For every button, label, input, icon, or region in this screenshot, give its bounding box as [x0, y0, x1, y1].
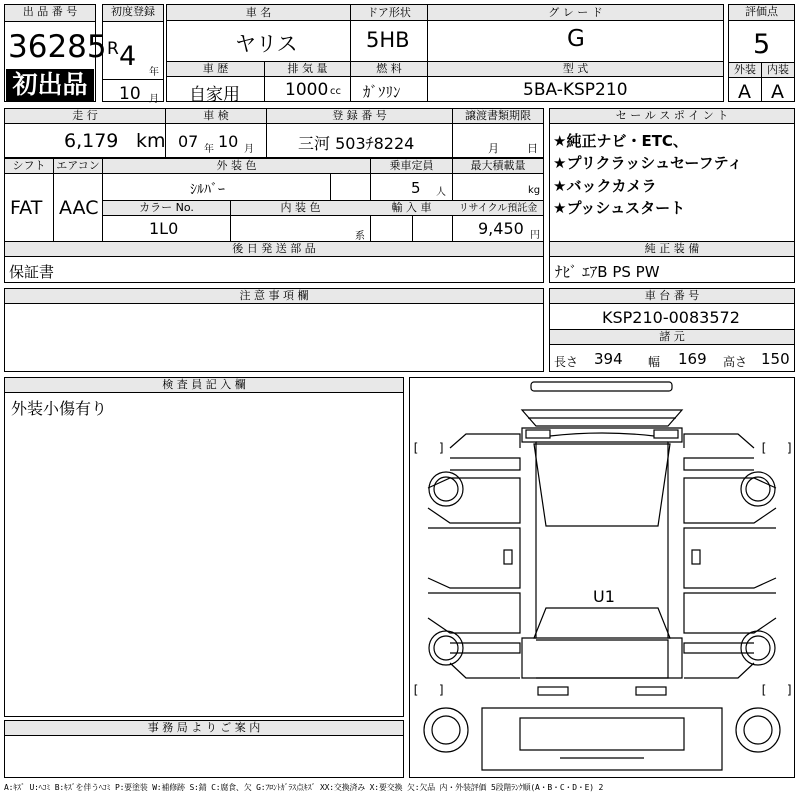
registration-month-unit: 月: [149, 94, 159, 105]
notes-header: 注 意 事 項 欄: [5, 289, 543, 304]
first-listing-label: 初出品: [12, 70, 88, 99]
recycle-header: リサイクル預託金: [458, 203, 538, 214]
svg-text:[: [: [412, 683, 420, 697]
inspection-year: 07: [178, 132, 199, 151]
plate-value: 三河 503ﾁ8224: [298, 134, 415, 153]
interior-score-header: 内装: [767, 63, 789, 76]
svg-text:]: ]: [786, 683, 794, 697]
grade-header: グ レ ー ド: [548, 6, 603, 19]
recycle-unit: 円: [530, 230, 540, 241]
lot-box: [4, 4, 107, 102]
history-value: 自家用: [189, 85, 240, 105]
color-no-value: 1L0: [149, 219, 179, 238]
displacement-unit: cc: [330, 86, 341, 97]
selling-point-1: ★純正ナビ・ETC、: [553, 132, 688, 150]
fuel-value: ｶﾞｿﾘﾝ: [363, 83, 401, 101]
first-listing-badge: [6, 69, 94, 101]
inspector-box: [4, 377, 404, 717]
later-parts-header: 後 日 発 送 部 品: [5, 242, 543, 257]
grade-value: G: [567, 26, 585, 52]
lot-header: 出 品 番 号: [5, 5, 95, 22]
later-parts-box: [4, 241, 544, 283]
genuine-equipment-value: ﾅﾋﾞ ｴｱB PS PW: [555, 263, 660, 281]
car-name-value: ヤリス: [235, 32, 298, 56]
import-header: 輸 入 車: [391, 201, 432, 214]
inspection-year-unit: 年: [204, 144, 214, 155]
office-box: [4, 720, 404, 778]
interior-score-value: A: [771, 81, 784, 103]
selling-point-2: ★プリクラッシュセーフティ: [553, 154, 743, 172]
fuel-header: 燃 料: [376, 62, 402, 75]
score-box: [728, 4, 795, 102]
svg-text:[: [: [412, 441, 420, 455]
height-label: 高さ: [723, 355, 748, 369]
inspection-month-unit: 月: [244, 144, 254, 155]
ext-color-value: ｼﾙﾊﾞｰ: [190, 182, 225, 198]
genuine-equipment-header: 純 正 装 備: [550, 242, 794, 257]
height-value: 150: [761, 350, 790, 368]
selling-point-3: ★バックカメラ: [553, 177, 657, 195]
legend-text: A:ｷｽﾞ U:ﾍｺﾐ B:ｷｽﾞを伴うﾍｺﾐ P:要塗装 W:補修跡 S:錆 C:腐食、欠 G:ﾌﾛﾝﾄｶﾞﾗｽ点ｷｽﾞ XX:交換済み X:要交換 欠:欠品 内・外装評価 5段階ﾗﾝｸ順(A・B・C・D・E) 2: [4, 783, 604, 792]
int-color-unit: 系: [355, 231, 365, 242]
registration-era: R: [107, 39, 119, 59]
svg-text:]: ]: [786, 441, 794, 455]
shift-header: シフト: [12, 159, 46, 172]
car-diagram: [410, 378, 794, 777]
chassis-value: KSP210-0083572: [602, 308, 740, 327]
selling-points-box: [549, 108, 795, 242]
transfer-deadline-month-unit: 月: [488, 142, 499, 155]
displacement-value: 1000: [285, 80, 329, 100]
model-header: 型 式: [562, 62, 589, 75]
color-no-header: カラー No.: [139, 201, 194, 214]
capacity-unit: 人: [436, 187, 446, 198]
door-value: 5HB: [366, 28, 410, 52]
exterior-score-header: 外装: [734, 63, 756, 76]
length-label: 長さ: [554, 355, 579, 369]
lot-number: 36285: [8, 29, 107, 65]
office-header: 事 務 局 よ り ご 案 内: [5, 721, 403, 736]
registration-header: 初度登録: [103, 5, 163, 22]
max-load-unit: kg: [528, 185, 541, 196]
svg-text:]: ]: [438, 683, 446, 697]
inspection-header: 車 検: [203, 109, 229, 122]
registration-year-unit: 年: [149, 67, 159, 78]
transfer-deadline-day-unit: 日: [527, 142, 538, 155]
max-load-header: 最大積載量: [470, 159, 526, 172]
registration-month: 10: [119, 84, 141, 104]
width-label: 幅: [648, 355, 661, 369]
aircon-header: エアコン: [56, 159, 100, 172]
selling-points-header: セ ー ル ス ポ イ ン ト: [550, 109, 794, 124]
svg-text:]: ]: [438, 441, 446, 455]
car-name-header: 車 名: [245, 6, 272, 19]
length-value: 394: [594, 350, 623, 368]
car-diagram-box: [409, 377, 795, 778]
int-color-header: 内 装 色: [280, 201, 321, 214]
exterior-score-value: A: [738, 81, 751, 103]
plate-header: 登 録 番 号: [332, 109, 387, 122]
history-header: 車 歴: [202, 62, 229, 75]
width-value: 169: [678, 350, 707, 368]
chassis-box: [549, 288, 795, 372]
displacement-header: 排 気 量: [287, 62, 328, 75]
svg-text:[: [: [760, 683, 768, 697]
capacity-value: 5: [411, 179, 421, 197]
model-value: 5BA-KSP210: [523, 80, 628, 100]
aircon-value: AAC: [59, 197, 99, 219]
recycle-value: 9,450: [478, 219, 524, 238]
shift-value: FAT: [10, 197, 43, 219]
inspector-comment: 外装小傷有り: [11, 399, 108, 418]
inspection-month: 10: [218, 132, 239, 151]
mileage-value: 6,179: [64, 130, 119, 152]
ext-color-header: 外 装 色: [216, 159, 257, 172]
registration-year: 4: [119, 41, 137, 72]
door-header: ドア形状: [367, 6, 411, 19]
svg-text:[: [: [760, 441, 768, 455]
dimensions-header: 諸 元: [550, 330, 794, 345]
diagram-mark-u1: U1: [593, 587, 615, 606]
notes-box: [4, 288, 544, 372]
capacity-header: 乗車定員: [389, 159, 434, 172]
mileage-unit: km: [136, 130, 166, 152]
chassis-header: 車 台 番 号: [550, 289, 794, 304]
genuine-equipment-box: [549, 241, 795, 283]
registration-box: [102, 4, 164, 105]
inspector-header: 検 査 員 記 入 欄: [5, 378, 403, 393]
mileage-header: 走 行: [72, 109, 98, 122]
selling-point-4: ★プッシュスタート: [553, 199, 686, 217]
score-value: 5: [753, 29, 771, 60]
transfer-deadline-header: 譲渡書類期限: [465, 109, 531, 122]
score-header: 評価点: [729, 5, 794, 21]
later-parts-value: 保証書: [9, 263, 55, 281]
